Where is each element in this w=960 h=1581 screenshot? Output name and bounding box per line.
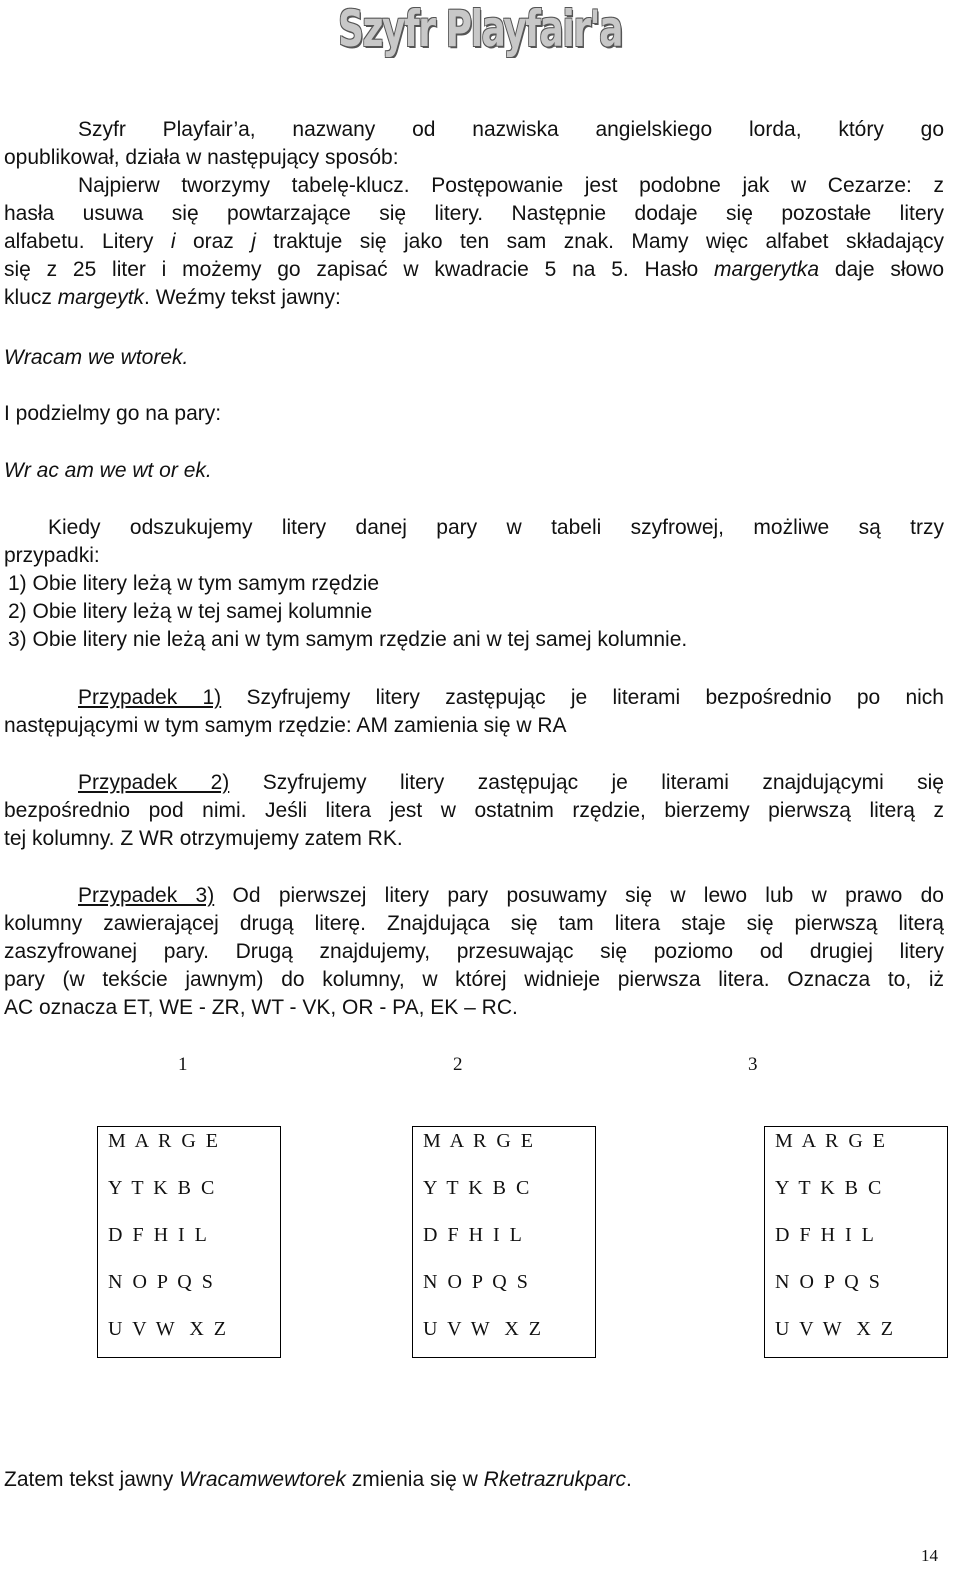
intro-line: hasła usuwa się powtarzające się litery. Następnie dodaje się pozostałe litery <box>4 202 944 225</box>
text-span: Kiedy odszukujemy litery danej pary w tabeli szyfrowej, możliwe są trzy <box>48 516 944 539</box>
grid-number: 1 <box>178 1054 188 1075</box>
text-span: się z 25 liter i możemy go zapisać w kwadracie 5 na 5. Hasło <box>4 258 715 281</box>
grid-number: 3 <box>748 1054 758 1075</box>
grid-row: M A R G E <box>108 1130 219 1152</box>
grid-row: D F H I L <box>775 1224 874 1246</box>
grid-row: N O P Q S <box>775 1271 880 1293</box>
text-line <box>4 684 944 712</box>
grid-row: M A R G E <box>775 1130 886 1152</box>
text-line <box>4 514 944 542</box>
cases-list <box>8 570 687 654</box>
grid-row: Y T K B C <box>108 1177 215 1199</box>
cipher-grid-3 <box>764 1126 948 1358</box>
text-line <box>4 882 944 910</box>
grid-row: U V W X Z <box>775 1318 893 1340</box>
page-number: 14 <box>921 1546 938 1565</box>
grid-number: 2 <box>453 1054 463 1075</box>
list-item: 2) Obie litery leżą w tej samej kolumnie <box>8 600 373 623</box>
text-line: tej kolumny. Z WR otrzymujemy zatem RK. <box>4 827 403 850</box>
page-title: Szyfr Playfair'a <box>337 0 622 58</box>
text-span: Szyfr Playfair’a, nazwany od nazwiska angielskiego lorda, który go <box>78 118 944 141</box>
grid-row: D F H I L <box>423 1224 522 1246</box>
intro-line <box>4 256 944 284</box>
text-line: następującymi w tym samym rzędzie: AM zamienia się w RA <box>4 714 567 737</box>
grid-row: M A R G E <box>423 1130 534 1152</box>
italic-text: margerytka <box>714 258 820 281</box>
italic-text: margeytk <box>57 286 145 309</box>
text-span: klucz <box>4 286 58 309</box>
text-span: . Weźmy tekst jawny: <box>144 286 341 309</box>
grid-row: N O P Q S <box>108 1271 213 1293</box>
italic-text: j <box>251 230 256 253</box>
text-span: Szyfrujemy litery zastępując je literami bezpośrednio po nich <box>221 686 944 709</box>
text-span: Zatem tekst jawny <box>4 1468 180 1491</box>
italic-text: Wracamwewtorek <box>179 1468 346 1491</box>
grid-row: D F H I L <box>108 1224 207 1246</box>
text-line <box>4 769 944 797</box>
grid-row: U V W X Z <box>423 1318 541 1340</box>
text-line: pary (w tekście jawnym) do kolumny, w której widnieje pierwsza litera. Oznacza to, iż <box>4 968 944 991</box>
italic-text: i <box>170 230 176 253</box>
text-span: Od pierwszej litery pary posuwamy się w lewo lub w prawo do <box>214 884 944 907</box>
case-label: Przypadek 3) <box>78 884 215 907</box>
text-line: kolumny zawierającej drugą literę. Znajdująca się tam litera staje się pierwszą literą <box>4 912 944 935</box>
text-line: zaszyfrowanej pary. Drugą znajdujemy, przesuwając się poziomo od drugiej litery <box>4 940 944 963</box>
intro-line <box>4 284 944 312</box>
case-label: Przypadek 2) <box>78 771 230 794</box>
text-span: . <box>626 1468 632 1491</box>
case1-paragraph <box>4 684 944 740</box>
cipher-grid-2 <box>412 1126 596 1358</box>
pairs-example <box>4 457 944 485</box>
intro-line: opublikował, działa w następujący sposób: <box>4 146 399 169</box>
list-item: 3) Obie litery nie leżą ani w tym samym rzędzie ani w tej samej kolumnie. <box>8 628 688 651</box>
grid-row: N O P Q S <box>423 1271 528 1293</box>
text-line: przypadki: <box>4 544 100 567</box>
case-label: Przypadek 1) <box>78 686 222 709</box>
text-line: AC oznacza ET, WE - ZR, WT - VK, OR - PA, EK – RC. <box>4 996 518 1019</box>
pairs-intro: I podzielmy go na pary: <box>4 402 222 425</box>
list-item: 1) Obie litery leżą w tym samym rzędzie <box>8 572 380 595</box>
text-span: zmienia się w <box>345 1468 484 1491</box>
intro-line <box>4 228 944 256</box>
text-span: Szyfrujemy litery zastępując je literami znajdującymi się <box>229 771 944 794</box>
grid-row: Y T K B C <box>775 1177 882 1199</box>
intro-line <box>4 172 944 200</box>
text-span: daje słowo <box>819 258 945 281</box>
cipher-grid-1 <box>97 1126 281 1358</box>
cases-intro <box>4 514 944 570</box>
text-span: alfabetu. Litery <box>4 230 171 253</box>
italic-text: Wr ac am we wt or ek. <box>4 459 212 482</box>
grid-row: Y T K B C <box>423 1177 530 1199</box>
intro-line <box>4 116 944 144</box>
italic-text: Wracam we wtorek. <box>4 346 189 369</box>
text-span: Najpierw tworzymy tabelę-klucz. Postępowanie jest podobne jak w Cezarze: z <box>78 174 944 197</box>
case2-paragraph <box>4 769 944 853</box>
text-line: bezpośrednio pod nimi. Jeśli litera jest w ostatnim rzędzie, bierzemy pierwszą literą z <box>4 799 944 822</box>
text-span: traktuje się jako ten sam znak. Mamy więc alfabet składający <box>255 230 944 253</box>
grid-row: U V W X Z <box>108 1318 226 1340</box>
intro-paragraph <box>4 116 944 312</box>
text-span: oraz <box>175 230 252 253</box>
case3-paragraph <box>4 882 944 1022</box>
plaintext-example <box>4 344 944 372</box>
conclusion <box>4 1466 944 1494</box>
italic-text: Rketrazrukparc <box>483 1468 627 1491</box>
